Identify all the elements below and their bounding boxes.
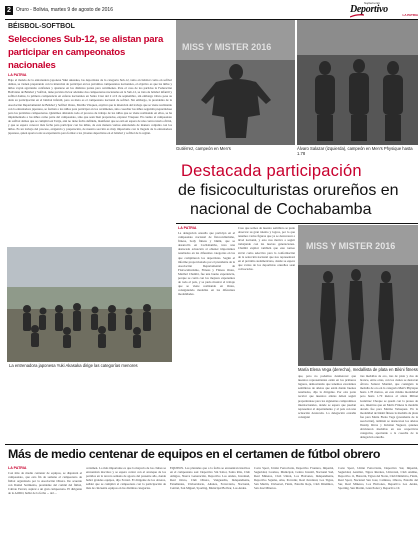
article2-photo-caption: María Elena Vega (derecha), medallista de plata en Bikini fitness xyxy=(298,367,418,372)
article3-byline: LA PATRIA xyxy=(8,466,27,470)
page-number: 2 xyxy=(5,6,13,15)
article2-col4: tres medallas de oro, tres de plata y dos de bronce, entre otras, con los cuales se destacan Álvaro Salazar Montiel, que consiguió la medalla de oro en la categoría Men's Physique hasta 1.78 metros, en esta misma modalidad pero hasta 1.70 metros el atleta Milton Gutiérrez Choque se quedó con la presea de oro, mientras que en Men's Fitness la medalla dorada fue para Marina Velasquez. En la modalidad de bikini fitness la medalla de plata fue para María Elena Vega (presidenta de la asociación), también se destacaron los atletas Jhonny Rivas y Kristian Yaguari, quienes obtuvieron medallas en sus respectivas categorías, aportando a la cosecha de la delegación orureña. xyxy=(360,374,418,440)
supplement-logo xyxy=(350,2,418,19)
article2-col1: La delegación orureña que participó en el campeonato nacional de fisicoculturismo, fitness, body fitness y bikini, que se desarrolló en Cochabamba, tuvo una destacada actuación al obtener importantes resultados en las diferentes categorías en las que compitieron los deportistas. Según el informe proporcionado por el presidente de la Asociación Departamental de Fisicoculturismo, Fitness y Fitness Oruro, Maribel Chambi, fue una buena experiencia, porque se contó con los mejores exponentes de todo el país, y se pudo mostrar el trabajo que se viene realizando en Oruro, consiguiendo medallas en las diferentes modalidades. xyxy=(178,231,235,297)
article2-col2: Creo que somos de nuestro semillero se pudo observar su gran talento y logros, por lo que tenemos varias figuras que ya se destacaron a nivel nacional, y esto nos motiva a seguir trabajando con las nuevas generaciones. Chambi explicó también que este torneo sirvió como selectivo para la conformación de la selección nacional que nos representará en el próximo sudamericano, donde se espera que varios de los deportistas orureños sean convocados. xyxy=(238,226,295,271)
physique-athletes-photo xyxy=(297,20,418,145)
article1-photo xyxy=(7,247,172,362)
bodybuilder-photo xyxy=(176,20,295,145)
article3-col4: Corta Sport, Unión Ferroviaria, Deportivo Frontera, Imperial, Seguridad, Cosmos, Municipal, Centro Juvenil, Nacional Sud, Real Mineros, Club Unión, Los Halcones, Independiente, Deportivo Sajama, Alas, Porvenir, Real Juventud, Los Tigres, San Martín, Universal, Fénix, Estrella Roja, Club Dinámico, San José Mineros. xyxy=(254,466,334,491)
article1-byline: LA PATRIA xyxy=(8,73,27,77)
article1-photo-caption: La entrenadora japonesa Yuki Akasaka dirige las categorías menores xyxy=(9,363,138,368)
article2-kicker: Destacada participación xyxy=(181,162,362,180)
bikini-fitness-podium-photo xyxy=(298,225,418,366)
article2-col3: que, pero no podemos desmerecer que nuestros representantes estén en los primeros lugares, demostrando que tenemos excelentes semilleros de atletas que están dando buenos resultados, dijo la dirigente. Por otra parte recalcó que nuestros atletas deben seguir preparándose para los siguientes compromisos internacionales, donde se espera que puedan representar al departamento y al país con una actuación destacada. La delegación orureña consiguió xyxy=(298,374,356,419)
article3-col1: Con más de medio centenar de equipos, se disputará el campeonato, que esta fin de semana el campeonato de fútbol organizado por la Asociación Obrera. De acuerdo con Daniel Sarmiento, presidente del comité del fútbol, Calixto Ferrari, aspirar a un gran campeonato. El dirigente de la AODO, habló de la fecha ... del ... xyxy=(8,471,82,496)
article1-body: Bajo el mando de la entrenadora japonesa Yuki Akasaka, las deportistas de la categoría Sub-12, tanto en béisbol como en softbol damas, se vienen preparando con la intención de participar en los próximos campeonatos nacionales, el objetivo es que las niñas y niños vayan agarrando confianza y ajustarse en los distintos partes para certámenes. Para el caso de los partidos la Federación Boliviana de Béisbol y Softbol, tiene previsto llevar adelante dos campeonatos nacionales en la Sub-12, se trata de béisbol infantil y softbol damas, la primera competencia en esferas nacionales en Santa Cruz del 2 al 6 de septiembre, sin embargo Oruro pese su dada su participación en el béisbol infantil, pero su meta es el campeonato nacional de softbol. Sin embargo, la presidenta de la Asociación Departamental de Béisbol y Softbol Oruro, Martha Vásquez, explicó que la intención del trabajo que se viene realizando con la entrenadora japonesa, se forman a los niños para participar en los certámenes, sino cosechar los niños seguirán preparándose para los próximos campeonatos. Quisimos alistando todo el proceso de trabajo de los niños que se viene realizando en ellos, se ha implementado a los niños como parte del campeonato, sino que sean bien preparados, expresó Vásquez. En cuanto al campeonato de softbol damas que se cumplirá en Tarija, aún no tiene fecha definida, manifestó que se está en espera de una convocatoria oficial, y que se espera conocer más fecha para participar con las niñas, de esta manera vamos entrenando de manera conjunta con los niños. Es un trabajo del proceso, exigencia y preparación, de nuestra sección es muy importante con la llegada de la entrenadora japonesa, quien aporta toda su experiencia para formar a los jóvenes deportistas en el béisbol y softbol de la región. xyxy=(8,78,172,136)
article3-col2: certamen. Lo más importante es que la mayoría de los clubes se encuentran inscritos y se espera contar con el arranque de los partidos en la tercera semana de agosto del presente año, donde habrá grandes equipos, dijo Ferrari. El dirigente de los obreros, señaló que se cumplirá el campeonato con la participación de más de cincuenta equipos en las distintas categorías. xyxy=(86,466,166,491)
article3-top-rule xyxy=(5,444,418,445)
article3-headline: Más de medio centenar de equipos en el certamen de fútbol obrero xyxy=(8,447,381,461)
dateline: Oruro - Bolivia, martes 9 de agosto de 2016 xyxy=(16,7,113,13)
baseball-team-photo xyxy=(7,247,172,362)
article3-col3: EQUIPOS. Los planteles que a la fecha se encuentran inscritos en el campeonato son: Deportivo Sin Sabor, Santa Rita, Club Amigos, Nueva Generación, Deportivo Los Andes, Juventud, Real Oruro, Club Obrero, Vanguardia, Independiente, Estudiantes, Universitario, Alianza, Ferroviario, Nacional, Central, San Miguel, Sporting, Municipal Bolívar, Los Andes. xyxy=(170,466,250,491)
stage-banner-text: MISS Y MISTER 2016 xyxy=(306,241,396,251)
photo-top-right-caption: Álvaro Salazar (izquierda), campeón en Men's Physique hasta 1.78 xyxy=(297,146,413,156)
article2-headline-line2: nacional de Cochabamba xyxy=(190,201,372,218)
article3-col5: Corte Sport, Unión Ferroviaria, Deportivo Sur, Imperial, Seguridad, Auxiliar, Tigres Rurales, Universal, Club Andino, Deportivo 11, Huracán, Tigres del Norte, Club Dinámico, Fénix, Real Sport, Nacional San José, Caminos, Obrero, Estrella del Sur, Real Mineros, Los Halcones, Deportivo Los Andes, Sporting, San Martín, Gran Poder y Deportivo 10. xyxy=(338,466,418,491)
article2-headline-line1: de fisicoculturistas orureños en xyxy=(178,182,399,199)
logo-sub-text: LA PATRIA xyxy=(402,13,418,17)
photo-top-left xyxy=(176,20,295,145)
section-label: BÉISBOL-SOFTBOL xyxy=(8,23,75,30)
logo-main-text: Deportivo xyxy=(350,4,388,15)
photo-top-right xyxy=(297,20,418,145)
article2-rule xyxy=(176,223,418,224)
logo-top-text: Suplemento xyxy=(364,1,381,5)
stage-banner-text: MISS Y MISTER 2016 xyxy=(182,42,272,52)
photo-top-left-caption: Gutiérrez, campeón en Men's xyxy=(176,146,231,151)
article2-byline: LA PATRIA xyxy=(178,226,197,230)
logo-swoosh-icon xyxy=(350,14,364,18)
article1-headline: Selecciones Sub-12, se alistan para participar en campeonatos nacionales xyxy=(8,34,164,71)
article2-col1b xyxy=(178,404,235,442)
article2-photo xyxy=(298,225,418,366)
